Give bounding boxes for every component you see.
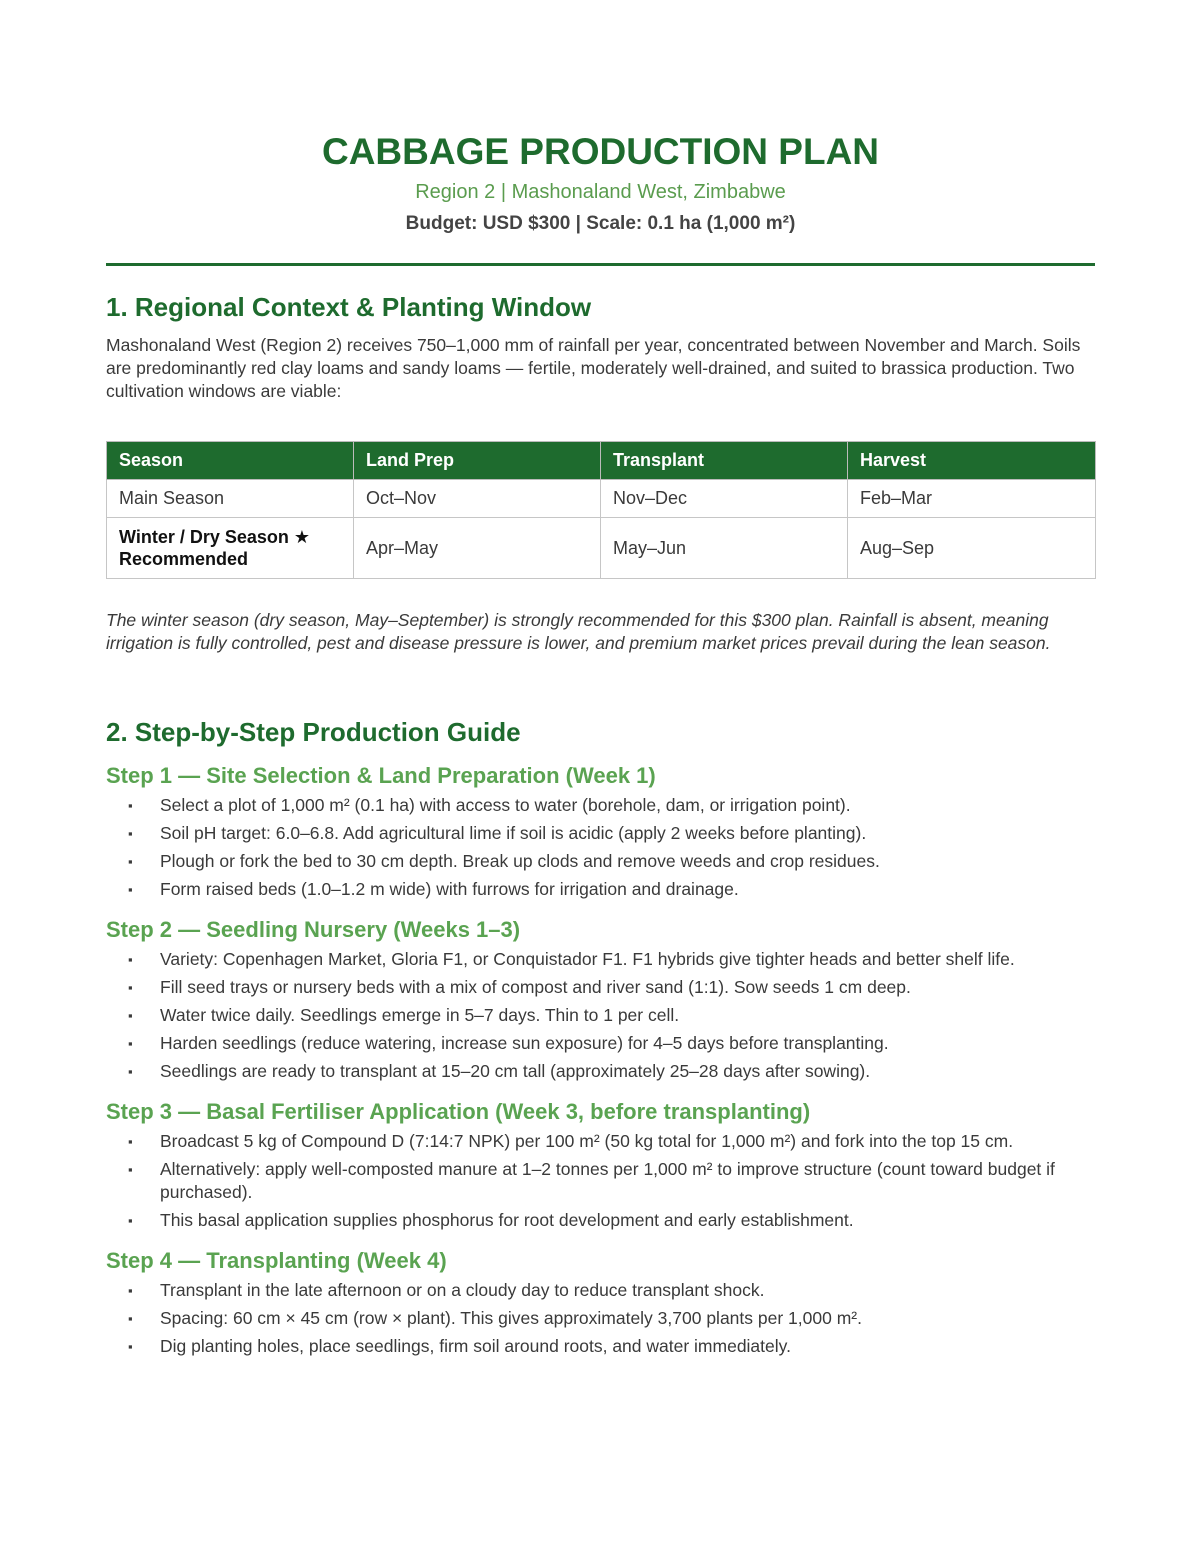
step-title: Step 1 — Site Selection & Land Preparation (Week 1) [106,763,656,788]
bullet-icon: ▪ [128,826,133,841]
table-cell-recommended-season: Winter / Dry Season ★ Recommended [107,518,354,579]
list-item [106,1032,1095,1055]
list-item [106,948,1095,971]
list-item-text: Broadcast 5 kg of Compound D (7:14:7 NPK) per 100 m² (50 kg total for 1,000 m²) and fork into the top 15 cm. [160,1131,1014,1151]
list-item-text: Seedlings are ready to transplant at 15–20 cm tall (approximately 25–28 days after sowing). [160,1061,871,1081]
table-cell: Main Season [107,480,354,518]
list-item-text: This basal application supplies phosphorus for root development and early establishment. [160,1210,854,1230]
steps-container [106,761,1095,1358]
bullet-icon: ▪ [128,1036,133,1051]
list-item [106,1279,1095,1302]
table-header-cell: Land Prep [354,442,601,480]
step-title: Step 4 — Transplanting (Week 4) [106,1248,447,1273]
table-header-cell: Transplant [601,442,848,480]
bullet-icon: ▪ [128,1008,133,1023]
list-item-text: Select a plot of 1,000 m² (0.1 ha) with access to water (borehole, dam, or irrigation point). [160,795,851,815]
step-bullet-list [106,1279,1095,1358]
bullet-icon: ▪ [128,1064,133,1079]
list-item [106,822,1095,845]
bullet-icon: ▪ [128,1311,133,1326]
list-item [106,1004,1095,1027]
list-item-text: Form raised beds (1.0–1.2 m wide) with furrows for irrigation and drainage. [160,879,739,899]
table-row [107,518,1096,579]
list-item-text: Soil pH target: 6.0–6.8. Add agricultural lime if soil is acidic (apply 2 weeks before planting). [160,823,867,843]
list-item [106,794,1095,817]
document-title: CABBAGE PRODUCTION PLAN [321,131,880,172]
table-cell: Feb–Mar [848,480,1096,518]
list-item-text: Transplant in the late afternoon or on a cloudy day to reduce transplant shock. [160,1280,765,1300]
bullet-icon: ▪ [128,980,133,995]
table-header-row [107,442,1096,480]
list-item [106,1335,1095,1358]
table-cell: Nov–Dec [601,480,848,518]
list-item-text: Harden seedlings (reduce watering, increase sun exposure) for 4–5 days before transplanting. [160,1033,889,1053]
list-item-text: Water twice daily. Seedlings emerge in 5–7 days. Thin to 1 per cell. [160,1005,680,1025]
list-item-text: Plough or fork the bed to 30 cm depth. Break up clods and remove weeds and crop residues. [160,851,880,871]
bullet-icon: ▪ [128,798,133,813]
list-item-text: Fill seed trays or nursery beds with a mix of compost and river sand (1:1). Sow seeds 1 cm deep. [160,977,911,997]
table-cell: May–Jun [601,518,848,579]
bullet-icon: ▪ [128,1283,133,1298]
step-bullet-list [106,1130,1095,1232]
list-item [106,1060,1095,1083]
bullet-icon: ▪ [128,1134,133,1149]
step-bullet-list [106,948,1095,1083]
table-header-cell: Harvest [848,442,1096,480]
section-title-regional-context: 1. Regional Context & Planting Window [106,292,592,322]
list-item [106,1307,1095,1330]
list-item-text: Dig planting holes, place seedlings, firm soil around roots, and water immediately. [160,1336,791,1356]
table-header-cell: Season [107,442,354,480]
list-item [106,1209,1095,1232]
step-title: Step 3 — Basal Fertiliser Application (Week 3, before transplanting) [106,1099,811,1124]
step-title: Step 2 — Seedling Nursery (Weeks 1–3) [106,917,521,942]
table-cell: Apr–May [354,518,601,579]
table-row [107,480,1096,518]
bullet-icon: ▪ [128,952,133,967]
list-item [106,976,1095,999]
list-item [106,1130,1095,1153]
table-cell: Aug–Sep [848,518,1096,579]
list-item [106,878,1095,901]
document-subtitle: Region 2 | Mashonaland West, Zimbabwe [415,181,786,203]
table-cell: Oct–Nov [354,480,601,518]
step-bullet-list [106,794,1095,901]
header-divider [106,263,1095,266]
bullet-icon: ▪ [128,882,133,897]
bullet-icon: ▪ [128,1339,133,1354]
planting-window-table [106,441,1096,579]
list-item-text: Spacing: 60 cm × 45 cm (row × plant). This gives approximately 3,700 plants per 1,000 m². [160,1308,862,1328]
recommendation-note: The winter season (dry season, May–September) is strongly recommended for this $300 plan. Rainfall is absent, meaning irrigation is fully controlled, pest and disease pressure is lower, and premium market prices prevail during the lean season. [106,610,1051,653]
section-title-production-guide: 2. Step-by-Step Production Guide [106,717,521,747]
bullet-icon: ▪ [128,1213,133,1228]
list-item [106,850,1095,873]
budget-scale-line: Budget: USD $300 | Scale: 0.1 ha (1,000 m²) [405,213,796,234]
bullet-icon: ▪ [128,1162,133,1177]
list-item-text: Variety: Copenhagen Market, Gloria F1, or Conquistador F1. F1 hybrids give tighter heads and better shelf life. [160,949,1015,969]
bullet-icon: ▪ [128,854,133,869]
list-item-text: Alternatively: apply well-composted manure at 1–2 tonnes per 1,000 m² to improve structure (count toward budget if purchased). [160,1159,1055,1202]
document-page [106,128,1095,1363]
section-intro-paragraph: Mashonaland West (Region 2) receives 750–1,000 mm of rainfall per year, concentrated between November and March. Soils are predominantly red clay loams and sandy loams — fertile, moderately well-drained, and suited to brassica production. Two cultivation windows are viable: [106,335,1081,401]
list-item [106,1158,1095,1204]
